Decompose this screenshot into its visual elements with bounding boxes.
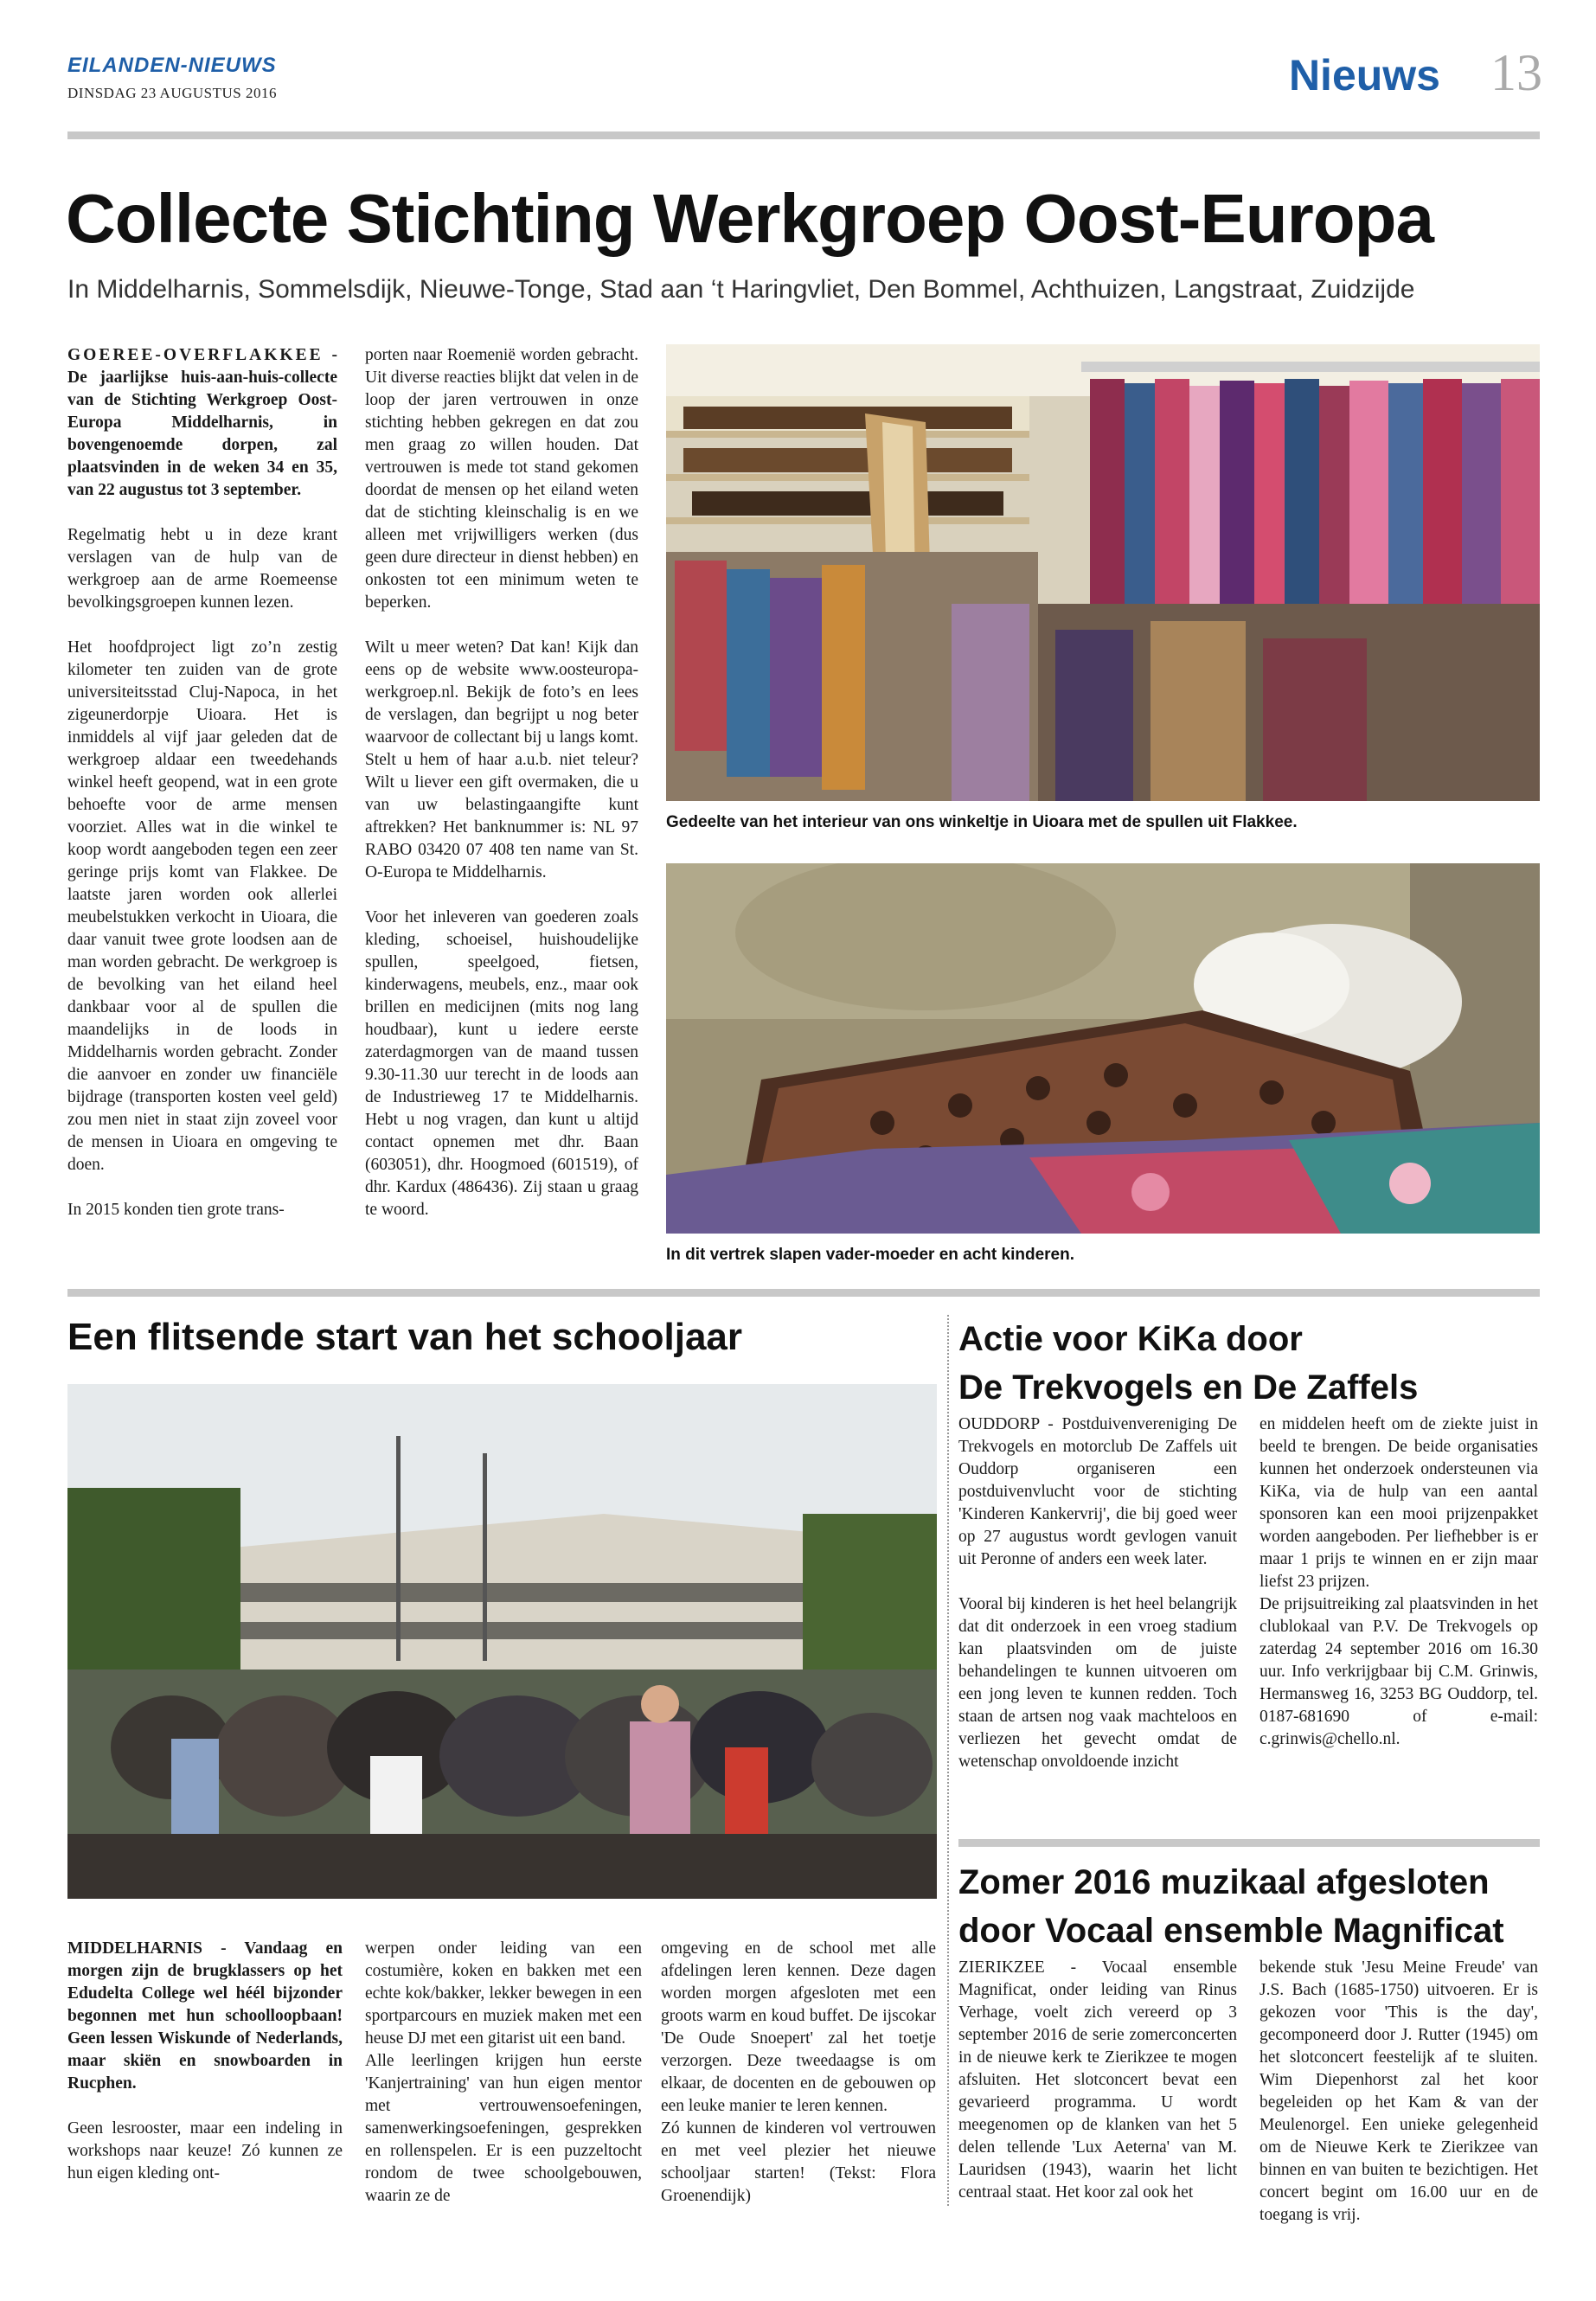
section-divider	[67, 1289, 1540, 1297]
bedroom-photo	[666, 863, 1540, 1234]
photo-caption: In dit vertrek slapen vader-moeder en acht kinderen.	[666, 1246, 1074, 1264]
paragraph: omgeving en de school met alle afdelingen leren kennen. Deze dagen worden morgen afgesloten met een groots warm en koud buffet. De ijscokar 'De Oude Snoepert' zal het toetje verzorgen. Deze tweedaagse is om elkaar, de docenten en de gebouwen op een leuke manier te leren kennen.	[661, 1939, 936, 2115]
lead-paragraph: - Vandaag en morgen zijn de brugklassers op het Edudelta College wel héél bijzonder begonnen met hun schoolloopbaan! Geen lessen Wiskunde of Nederlands, maar skiën en snowboarden in Rucphen.	[67, 1939, 343, 2093]
newspaper-logo: EILANDEN-NIEUWS	[67, 54, 277, 77]
kika-article-column-1	[958, 1413, 1237, 1796]
page-number: 13	[1490, 44, 1542, 101]
paragraph: De prijsuitreiking zal plaatsvinden in het clublokaal van P.V. De Trekvogels op zaterdag 24 september 2016 om 16.30 uur. Info verkrijgbaar bij C.M. Grinwis, Hermansweg 16, 3253 BG Ouddorp, tel. 0187-681690 of e-mail: c.grinwis@chello.nl.	[1259, 1595, 1538, 1748]
section-divider	[958, 1839, 1540, 1847]
main-headline: Collecte Stichting Werkgroep Oost-Europa	[66, 180, 1433, 257]
headline-line: De Trekvogels en De Zaffels	[958, 1368, 1419, 1407]
paragraph: en middelen heeft om de ziekte juist in beeld te brengen. De beide organisaties kunnen het onderzoek ondersteunen via KiKa, via de hulp van een aantal sponsoren kan een mooi prijzenpakket worden aangeboden. Per liefhebber is er maar 1 prijs te winnen en er zijn maar liefst 23 prijzen.	[1259, 1415, 1538, 1591]
paragraph: OUDDORP - Postduivenvereniging De Trekvogels en motorclub De Zaffels uit Ouddorp organiseren een postduivenvlucht voor de stichting 'Kinderen Kankervrij', die bij goed weer op 27 augustus wordt gevlogen vanuit uit Peronne of anders een week later.	[958, 1415, 1237, 1568]
school-students-photo	[67, 1384, 937, 1899]
shop-interior-photo	[666, 344, 1540, 801]
school-headline: Een flitsende start van het schooljaar	[67, 1316, 743, 1358]
column-divider	[947, 1315, 949, 2206]
magnificat-headline	[958, 1858, 1547, 1955]
issue-date: DINSDAG 23 AUGUSTUS 2016	[67, 85, 277, 101]
main-article-column-1	[67, 344, 337, 1244]
paragraph: Geen lesrooster, maar een indeling in workshops naar keuze! Zó kunnen ze hun eigen kleding ont-	[67, 2119, 343, 2182]
headline-line: Zomer 2016 muzikaal afgesloten	[958, 1863, 1490, 1901]
kika-headline	[958, 1315, 1547, 1412]
paragraph: Voor het inleveren van goederen zoals kleding, schoeisel, huishoudelijke spullen, speelgoed, fietsen, kinderwagens, meubels, enz., maar ook brillen en medicijnen (mits nog lang houdbaar), kunt u iedere eerste zaterdagmorgen van de maand tussen 9.30-11.30 uur terecht in de loods aan de Industrieweg 17 te Middelharnis. Hebt u nog vragen, dan kunt u altijd contact opnemen met dhr. Baan (603051), dhr. Hoogmoed (601519), of dhr. Kardux (486436). Zij staan u graag te woord.	[365, 908, 638, 1219]
paragraph: Wilt u meer weten? Dat kan! Kijk dan eens op de website www.oosteuropa-werkgroep.nl. Bekijk de foto’s en lees de verslagen, dan begrijpt u nog beter waarvoor de collectant bij u langs komt. Stelt u hem of haar a.u.b. niet teleur? Wilt u liever een gift overmaken, die u van uw belastingaangifte kunt aftrekken? Het banknummer is: NL 97 RABO 03420 07 408 ten name van St. O-Europa te Middelharnis.	[365, 638, 638, 881]
kika-article-column-2	[1259, 1413, 1538, 1773]
paragraph: Het hoofdproject ligt zo’n zestig kilometer ten zuiden van de grote universiteitsstad Cluj-Napoca, in het zigeunerdorpje Uioara. Het is inmiddels al vijf jaar geleden dat de werkgroep aldaar een tweedehands winkel heeft geopend, wat in een grote behoefte voor de arme mensen voorziet. Alles wat in die winkel te koop wordt aangeboden tegen een zeer geringe prijs komt van Flakkee. De laatste jaren worden ook allerlei meubelstukken verkocht in Uioara, die daar vanuit twee grote loodsen aan de man worden gebracht. De werkgroep is de bevolking van het eiland heel dankbaar voor al de spullen die maandelijks in de loods in Middelharnis worden gebracht. Zonder die aanvoer en zonder uw financiële bijdrage (transporten kosten veel geld) zou men niet in staat zijn zoveel voor de mensen in Uioara en omgeving te doen.	[67, 638, 337, 1174]
section-title: Nieuws	[1288, 51, 1440, 99]
paragraph: bekende stuk 'Jesu Meine Freude' van J.S. Bach (1685-1750) uitvoeren. Er is gekozen voor 'This is the day', gecomponeerd door J. Rutter (1945) om het slotconcert feestelijk af te sluiten. Wim Diepenhorst zal het koor begeleiden op het Kam & van der Meulenorgel. Een unieke gelegenheid om de Nieuwe Kerk te Zierikzee van binnen en van buiten te bezichtigen. Het concert begint om 16.00 uur en de toegang is vrij.	[1259, 1958, 1538, 2224]
magnificat-article-column-1	[958, 1957, 1237, 2227]
dateline: GOEREE-OVERFLAKKEE	[67, 346, 324, 364]
main-article-column-2	[365, 344, 638, 1244]
lead-paragraph: - De jaarlijkse huis-aan-huis-collecte van de Stichting Werkgroep Oost-Europa Middelharnis, in bovengenoemde dorpen, zal plaatsvinden in de weken 34 en 35, van 22 augustus tot 3 september.	[67, 346, 337, 499]
dateline: MIDDELHARNIS	[67, 1939, 203, 1958]
school-article-column-1	[67, 1938, 343, 2208]
main-subheadline: In Middelharnis, Sommelsdijk, Nieuwe-Tonge, Stad aan ‘t Haringvliet, Den Bommel, Achthuizen, Langstraat, Zuidzijde	[67, 275, 1415, 304]
paragraph: werpen onder leiding van een costumière, koken en bakken met een echte kok/bakker, lekker bewegen in een sportparcours en muziek maken met een heuse DJ met een gitarist uit een band.	[365, 1939, 642, 2048]
paragraph: Alle leerlingen krijgen hun eerste 'Kanjertraining' van hun eigen mentor met vertrouwensoefeningen, samenwerkingsoefeningen, gesprekken en rollenspelen. Er is een puzzeltocht rondom de twee schoolgebouwen, waarin ze de	[365, 2052, 642, 2205]
school-article-column-2	[365, 1938, 642, 2230]
paragraph: ZIERIKZEE - Vocaal ensemble Magnificat, onder leiding van Rinus Verhage, voelt zich vereerd op 3 september 2016 de serie zomerconcerten in de nieuwe kerk te Zierikzee te mogen afsluiten. Het slotconcert bevat een gevarieerd programma. U wordt meegenomen op de klanken van het 5 delen tellende 'Lux Aeterna' van M. Lauridsen (1943), waarin het licht centraal staat. Het koor zal ook het	[958, 1958, 1237, 2202]
paragraph: porten naar Roemenië worden gebracht. Uit diverse reacties blijkt dat velen in de loop der jaren vertrouwen in onze stichting hebben gekregen en dat zou men graag zo willen houden. Dat vertrouwen is mede tot stand gekomen doordat de mensen op het eiland weten dat de stichting kleinschalig is en we alleen met vrijwilligers werken (dus geen dure directeur in dienst hebben) en onkosten tot een minimum weten te beperken.	[365, 346, 638, 612]
magnificat-article-column-2	[1259, 1957, 1538, 2249]
paragraph: Regelmatig hebt u in deze krant verslagen van de hulp van de werkgroep aan de arme Roemeense bevolkingsgroepen kunnen lezen.	[67, 526, 337, 612]
paragraph: Vooral bij kinderen is het heel belangrijk dat dit onderzoek in een vroeg stadium kan plaatsvinden om de juiste behandelingen te kunnen uitvoeren om een jong leven te kunnen redden. Toch staan de artsen nog vaak machteloos en verliezen het gevecht omdat de wetenschap onvoldoende inzicht	[958, 1595, 1237, 1771]
photo-caption: Gedeelte van het interieur van ons winkeltje in Uioara met de spullen uit Flakkee.	[666, 813, 1298, 831]
school-article-column-3	[661, 1938, 936, 2230]
headline-line: Actie voor KiKa door	[958, 1320, 1303, 1358]
paragraph: In 2015 konden tien grote trans-	[67, 1201, 285, 1219]
headline-line: door Vocaal ensemble Magnificat	[958, 1912, 1504, 1950]
paragraph: Zó kunnen de kinderen vol vertrouwen en met veel plezier het nieuwe schooljaar starten! (Tekst: Flora Groenendijk)	[661, 2119, 936, 2205]
header-rule	[67, 131, 1540, 139]
